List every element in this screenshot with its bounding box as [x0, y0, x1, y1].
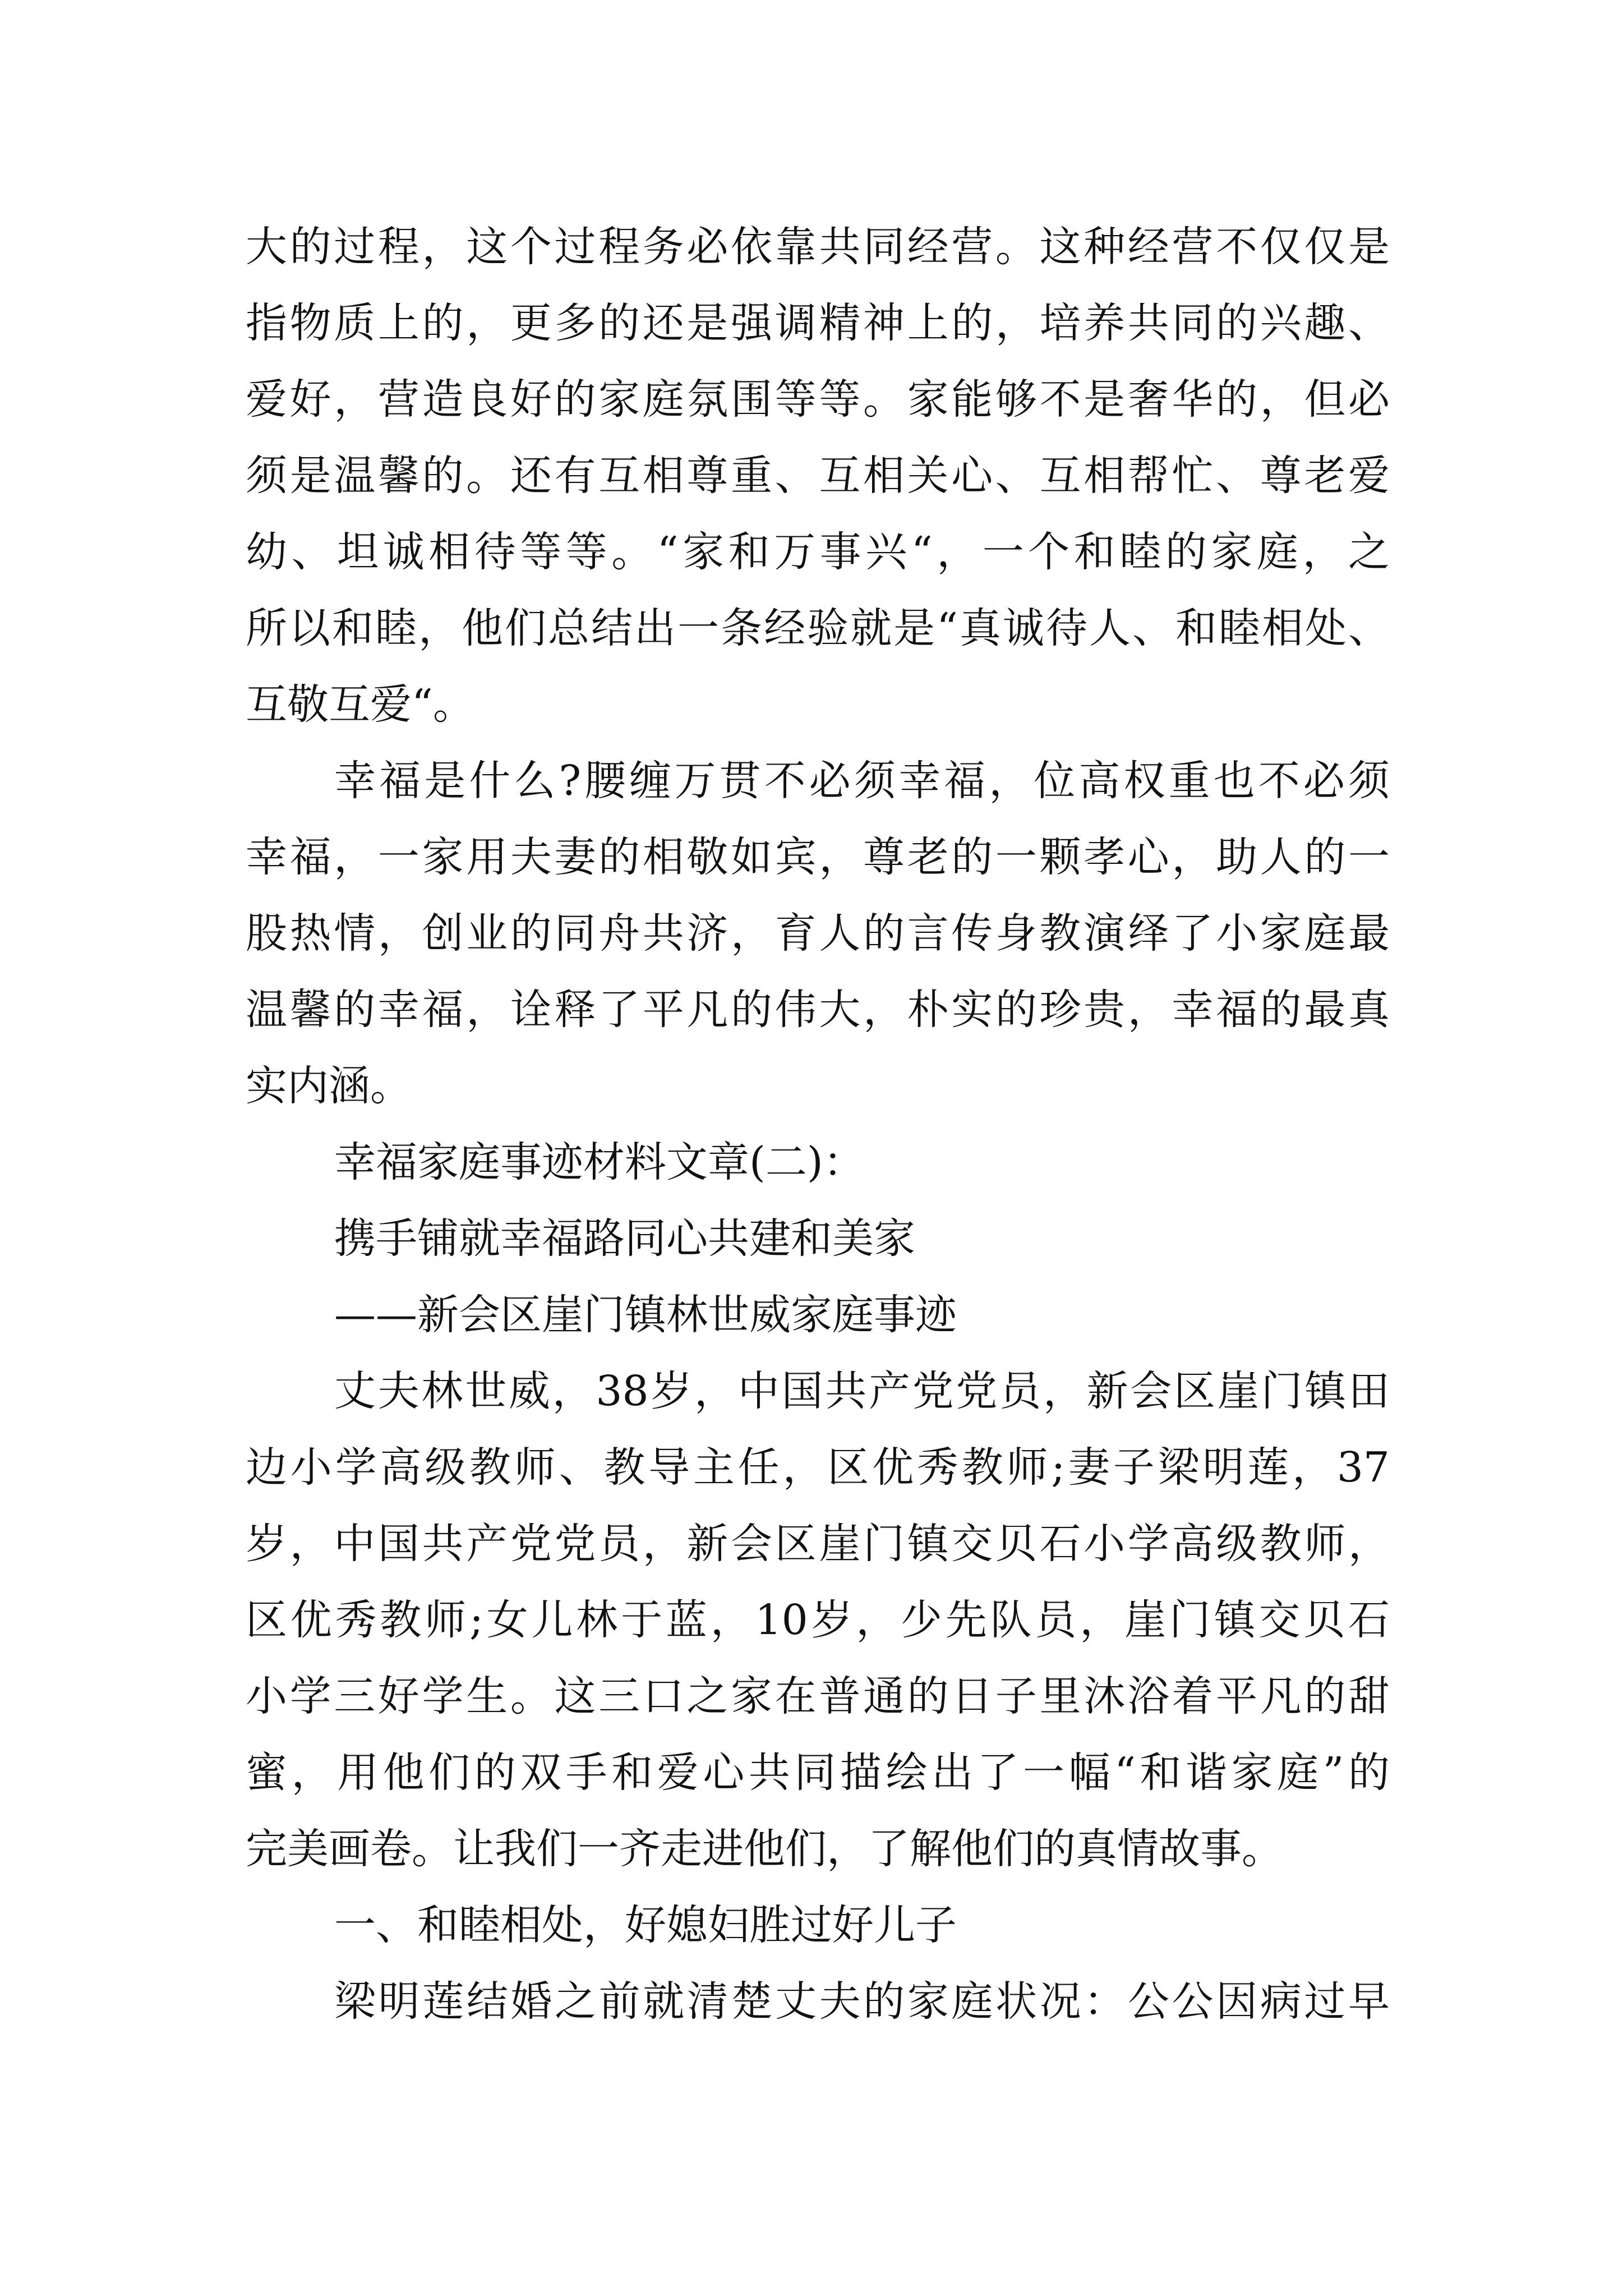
- text-line-12: 实内涵。: [246, 1062, 412, 1110]
- text-line-10: 股热情，创业的同舟共济，育人的言传身教演绎了小家庭最: [246, 909, 1390, 958]
- text-line-20: 小学三好学生。这三口之家在普通的日子里沐浴着平凡的甜: [246, 1672, 1390, 1720]
- text-line-2: 指物质上的，更多的还是强调精神上的，培养共同的兴趣、: [246, 299, 1390, 347]
- text-line-5: 幼、坦诚相待等等。“家和万事兴“，一个和睦的家庭，之: [246, 528, 1390, 576]
- text-line-19: 区优秀教师;女儿林于蓝，10岁，少先队员，崖门镇交贝石: [246, 1596, 1390, 1644]
- text-line-22: 完美画卷。让我们一齐走进他们，了解他们的真情故事。: [246, 1825, 1283, 1873]
- section-heading: 幸福家庭事迹材料文章(二)：: [334, 1138, 865, 1186]
- subsection-heading: 一、和睦相处，好媳妇胜过好儿子: [334, 1901, 957, 1949]
- text-line-7: 互敬互爱“。: [246, 680, 474, 729]
- text-line-16: 丈夫林世威，38岁，中国共产党党员，新会区崖门镇田: [334, 1367, 1390, 1415]
- text-line-4: 须是温馨的。还有互相尊重、互相关心、互相帮忙、尊老爱: [246, 452, 1390, 500]
- text-line-3: 爱好，营造良好的家庭氛围等等。家能够不是奢华的，但必: [246, 375, 1390, 424]
- article-subtitle: ——新会区崖门镇林世威家庭事迹: [334, 1291, 957, 1339]
- text-line-17: 边小学高级教师、教导主任，区优秀教师;妻子梁明莲，37: [246, 1443, 1390, 1492]
- text-line-6: 所以和睦，他们总结出一条经验就是“真诚待人、和睦相处、: [246, 604, 1390, 652]
- text-line-11: 温馨的幸福，诠释了平凡的伟大，朴实的珍贵，幸福的最真: [246, 986, 1390, 1034]
- article-title: 携手铺就幸福路同心共建和美家: [334, 1214, 915, 1263]
- text-line-1: 大的过程，这个过程务必依靠共同经营。这种经营不仅仅是: [246, 223, 1390, 271]
- text-line-24: 梁明莲结婚之前就清楚丈夫的家庭状况：公公因病过早: [334, 1977, 1390, 2026]
- text-line-8: 幸福是什么?腰缠万贯不必须幸福，位高权重也不必须: [334, 757, 1390, 805]
- text-line-18: 岁，中国共产党党员，新会区崖门镇交贝石小学高级教师，: [246, 1520, 1390, 1568]
- text-line-21: 蜜，用他们的双手和爱心共同描绘出了一幅“和谐家庭”的: [246, 1749, 1390, 1797]
- text-line-9: 幸福，一家用夫妻的相敬如宾，尊老的一颗孝心，助人的一: [246, 833, 1390, 881]
